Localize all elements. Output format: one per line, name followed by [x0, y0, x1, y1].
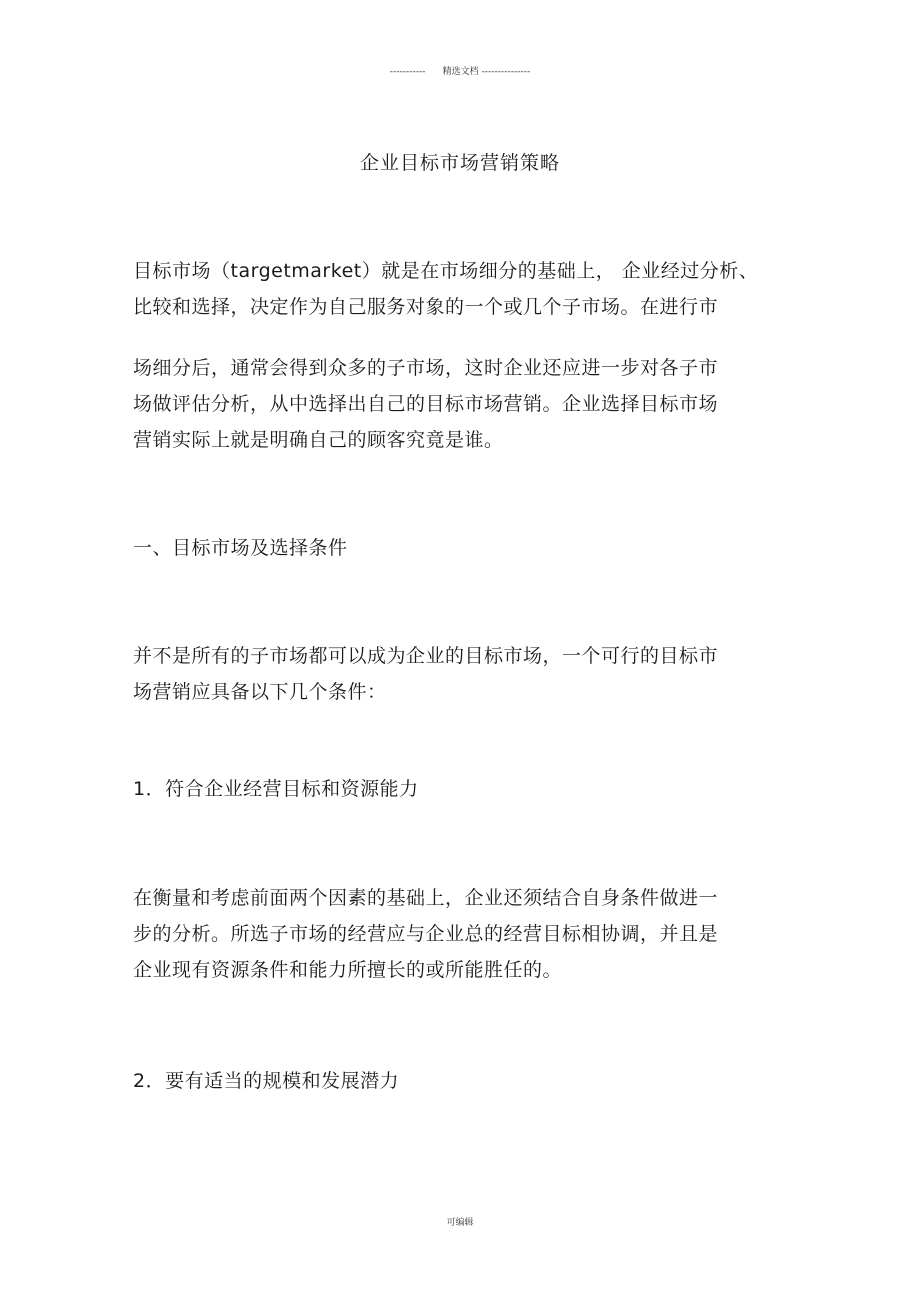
- document-title: 企业目标市场营销策略: [359, 152, 560, 174]
- intro-line-2: 比较和选择，决定作为自己服务对象的一个或几个子市场。在进行市: [133, 296, 719, 318]
- page-header: [0, 64, 920, 77]
- item2-number: 2．: [133, 1070, 166, 1092]
- item2-heading-text: 要有适当的规模和发展潜力: [165, 1070, 400, 1092]
- item1-line-3: 企业现有资源条件和能力所擅长的或所能胜任的。: [133, 959, 563, 981]
- item1-line-2: 步的分析。所选子市场的经营应与企业总的经营目标相协调，并且是: [133, 923, 719, 945]
- intro-pre: 目标市场（: [133, 260, 231, 282]
- item2-heading: [133, 1063, 773, 1099]
- intro2-line-3: 营销实际上就是明确自己的顾客究竟是谁。: [133, 429, 504, 451]
- intro-paragraph-1: [133, 253, 773, 325]
- item1-line-1: 在衡量和考虑前面两个因素的基础上，企业还须结合自身条件做进一: [133, 887, 719, 909]
- item1-number: 1．: [133, 778, 166, 800]
- page-footer: 可编辑: [446, 1218, 474, 1228]
- intro-paragraph-2: [133, 350, 773, 458]
- header-left-dashes: -----------: [389, 67, 426, 77]
- section1-line-2: 场营销应具备以下几个条件：: [133, 681, 387, 703]
- intro-term: targetmarket: [230, 260, 362, 282]
- intro-line-1: [133, 253, 773, 289]
- section1-body: [133, 638, 773, 710]
- header-label: 精选文档: [442, 67, 479, 77]
- intro2-line-1: 场细分后，通常会得到众多的子市场，这时企业还应进一步对各子市: [133, 357, 719, 379]
- item1-heading: [133, 771, 773, 807]
- item1-heading-text: 符合企业经营目标和资源能力: [165, 778, 419, 800]
- section1-line-1: 并不是所有的子市场都可以成为企业的目标市场，一个可行的目标市: [133, 645, 719, 667]
- intro-post: ）就是在市场细分的基础上， 企业经过分析、: [361, 260, 759, 282]
- header-right-dashes: ---------------: [481, 67, 531, 77]
- item1-body: [133, 880, 773, 988]
- section1-heading: 一、目标市场及选择条件: [133, 537, 348, 559]
- intro2-line-2: 场做评估分析，从中选择出自己的目标市场营销。企业选择目标市场: [133, 393, 719, 415]
